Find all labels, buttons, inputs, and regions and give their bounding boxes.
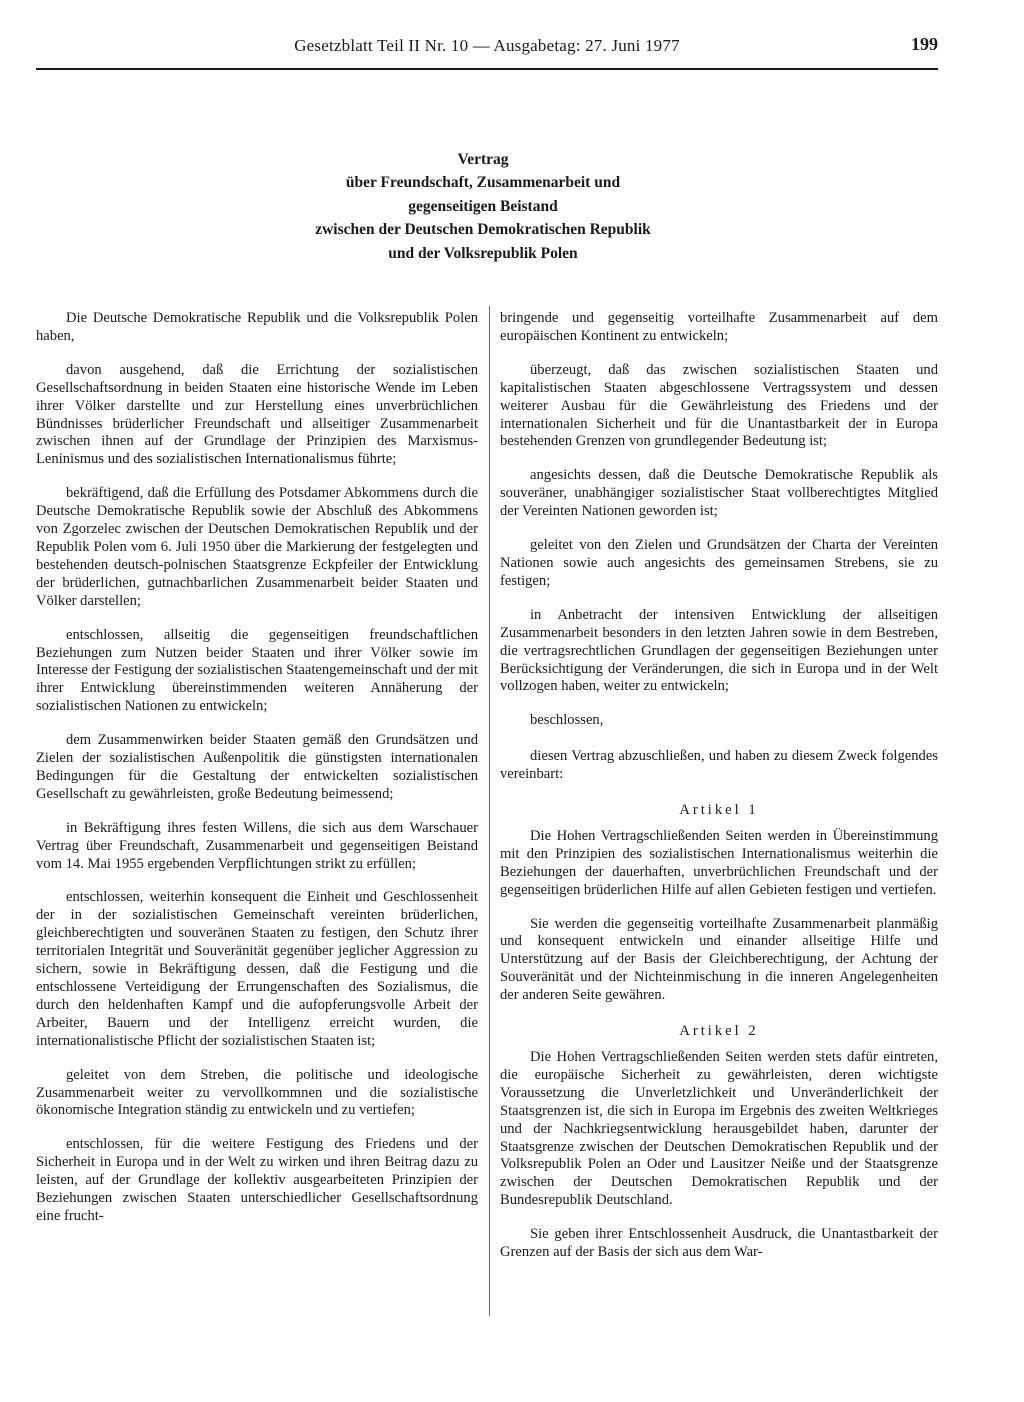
page-header: [36, 30, 938, 70]
preamble-paragraph: beschlossen,: [530, 712, 604, 729]
title-line-2: über Freundschaft, Zusammenarbeit und: [345, 174, 621, 192]
article-1-paragraph: Sie werden die gegenseitig vorteilhafte Zusammenarbeit planmäßig und konsequent entwickeln und einander allseitige Hilfe und Unterstützung auf der Basis der Gleichberechtigung, der Achtung der Souveränität und der Nichteinmischung in die inneren Angelegenheiten der anderen Seite gewähren.: [500, 915, 938, 1004]
preamble-paragraph: bekräftigend, daß die Erfüllung des Potsdamer Abkommens durch die Deutsche Demokratische Republik sowie der Abschluß des Abkommens von Zgorzelec zwischen der Deutschen Demokratischen Republik und der Republik Polen vom 6. Juli 1950 über die Markierung der festgelegten und bestehenden deutsch-polnischen Staatsgrenze Eckpfeiler der Entwicklung der brüderlichen, gutnachbarlichen Zusammenarbeit beider Staaten und Völker darstellen;: [36, 485, 478, 609]
preamble-paragraph: entschlossen, für die weitere Festigung des Friedens und der Sicherheit in Europa und in der Welt zu wirken und ihren Beitrag dazu zu leisten, auf der Grundlage der kollektiv ausgearbeiteten Prinzipien der Beziehungen zwischen Staaten unterschiedlicher Gesellschaftsordnung eine frucht-: [36, 1136, 478, 1224]
preamble-paragraph: davon ausgehend, daß die Errichtung der sozialistischen Gesellschaftsordnung in beiden Staaten eine historische Wende im Leben ihrer Völker darstellte und zur Herstellung eines unverbrüchlichen Bündnisses brüderlicher Freundschaft und allseitiger Zusammenarbeit zwischen ihnen auf der Grundlage der Prinzipien des Marxismus-Leninismus und des sozialistischen Internationalismus führte;: [36, 361, 478, 468]
preamble-paragraph: entschlossen, allseitig die gegenseitigen freundschaftlichen Beziehungen zum Nutzen beider Staaten und ihrer Völker sowie im Interesse der Festigung der sozialistischen Staatengemeinschaft und der mit ihrer Entwicklung übereinstimmenden weiteren Annäherung der sozialistischen Nationen zu entwickeln;: [36, 626, 478, 715]
page-number: 199: [911, 34, 938, 54]
article-1-heading: Artikel 1: [679, 802, 759, 819]
preamble-paragraph: geleitet von dem Streben, die politische und ideologische Zusammenarbeit weiter zu vervollkommnen und die sozialistische ökonomische Integration ständig zu entwickeln und zu vertiefen;: [36, 1066, 478, 1119]
header-title: Gesetzblatt Teil II Nr. 10 — Ausgabetag: 27. Juni 1977: [294, 36, 680, 55]
preamble-paragraph: überzeugt, daß das zwischen sozialistischen Staaten und kapitalistischen Staaten abgeschlossene Vertragssystem und dessen weiterer Ausbau für die Gewährleistung des Friedens und der internationalen Sicherheit und für die Unantastbarkeit der in Europa bestehenden Grenzen von grundlegender Bedeutung ist;: [500, 361, 938, 450]
preamble-paragraph: geleitet von den Zielen und Grundsätzen der Charta der Vereinten Nationen sowie auch angesichts des gemeinsamen Strebens, sie zu festigen;: [500, 537, 938, 589]
article-2-paragraph: Die Hohen Vertragschließenden Seiten werden stets dafür eintreten, die europäische Sicherheit zu gewährleisten, deren wichtigste Voraussetzung die Unverletzlichkeit und Unveränderlichkeit der Staatsgrenzen ist, die sich in Europa im Ergebnis des zweiten Weltkrieges und der Nachkriegsentwicklung herausgebildet haben, darunter der Staatsgrenze zwischen der Deutschen Demokratischen Republik und der Volksrepublik Polen an Oder und Lausitzer Neiße und der Staatsgrenze zwischen der Deutschen Demokratischen Republik und der Bundesrepublik Deutschland.: [500, 1049, 938, 1209]
preamble-paragraph: entschlossen, weiterhin konsequent die Einheit und Geschlossenheit der in der sozialistischen Gemeinschaft vereinten brüderlichen, gleichberechtigten und souveränen Staaten zu festigen, den Schutz ihrer territorialen Integrität und Souveränität gegenüber jeglicher Aggression zu sichern, sowie in Bekräftigung dessen, daß die Festigung und die entschlossene Verteidigung der Errungenschaften des Sozialismus, die durch den heldenhaften Kampf und die aufopferungsvolle Arbeit der Arbeiter, Bauern und der Intelligenz erreicht wurden, die internationalistische Pflicht der sozialistischen Staaten ist;: [36, 889, 478, 1049]
left-column: [36, 310, 478, 1330]
article-1-paragraph: Die Hohen Vertragschließenden Seiten werden in Übereinstimmung mit den Prinzipien des sozialistischen Internationalismus weiterhin die Beziehungen der dauerhaften, unverbrüchlichen Freundschaft und der gegenseitigen brüderlichen Hilfe auf allen Gebieten festigen und vertiefen.: [500, 827, 938, 898]
continued-paragraph: bringende und gegenseitig vorteilhafte Zusammenarbeit auf dem europäischen Kontinent zu entwickeln;: [500, 310, 938, 344]
title-line-1: Vertrag: [457, 151, 509, 168]
treaty-title: [200, 148, 766, 265]
article-2-heading: Artikel 2: [679, 1023, 759, 1040]
title-line-5: und der Volksrepublik Polen: [388, 244, 578, 262]
preamble-paragraph: in Bekräftigung ihres festen Willens, die sich aus dem Warschauer Vertrag über Freundschaft, Zusammenarbeit und gegenseitigen Beistand vom 14. Mai 1955 ergebenden Verpflichtungen strikt zu erfüllen;: [36, 819, 478, 872]
preamble-paragraph: angesichts dessen, daß die Deutsche Demokratische Republik als souveräner, unabhängiger sozialistischer Staat vollberechtigtes Mitglied der Vereinten Nationen geworden ist;: [500, 467, 938, 520]
column-divider: [489, 306, 490, 1316]
title-line-3: gegenseitigen Beistand: [408, 197, 558, 215]
title-line-4: zwischen der Deutschen Demokratischen Republik: [315, 221, 651, 239]
article-2-paragraph: Sie geben ihrer Entschlossenheit Ausdruck, die Unantastbarkeit der Grenzen auf der Basis der sich aus dem War-: [500, 1226, 938, 1261]
preamble-paragraph: Die Deutsche Demokratische Republik und die Volksrepublik Polen haben,: [36, 310, 478, 344]
preamble-paragraph: diesen Vertrag abzuschließen, und haben zu diesem Zweck folgendes vereinbart:: [500, 748, 938, 783]
right-column: [500, 310, 938, 1330]
preamble-paragraph: in Anbetracht der intensiven Entwicklung der allseitigen Zusammenarbeit besonders in den letzten Jahren sowie in dem Bestreben, die vertragsrechtlichen Grundlagen der gegenseitigen Beziehungen unter Berücksichtigung der Veränderungen, die sich in Europa und in der Welt vollzogen haben, weiter zu entwickeln;: [500, 606, 938, 695]
preamble-paragraph: dem Zusammenwirken beider Staaten gemäß den Grundsätzen und Zielen der sozialistischen Außenpolitik die günstigsten internationalen Bedingungen für die Gestaltung der entwickelten sozialistischen Gesellschaft zu gewährleisten, große Bedeutung beimessend;: [36, 732, 478, 802]
